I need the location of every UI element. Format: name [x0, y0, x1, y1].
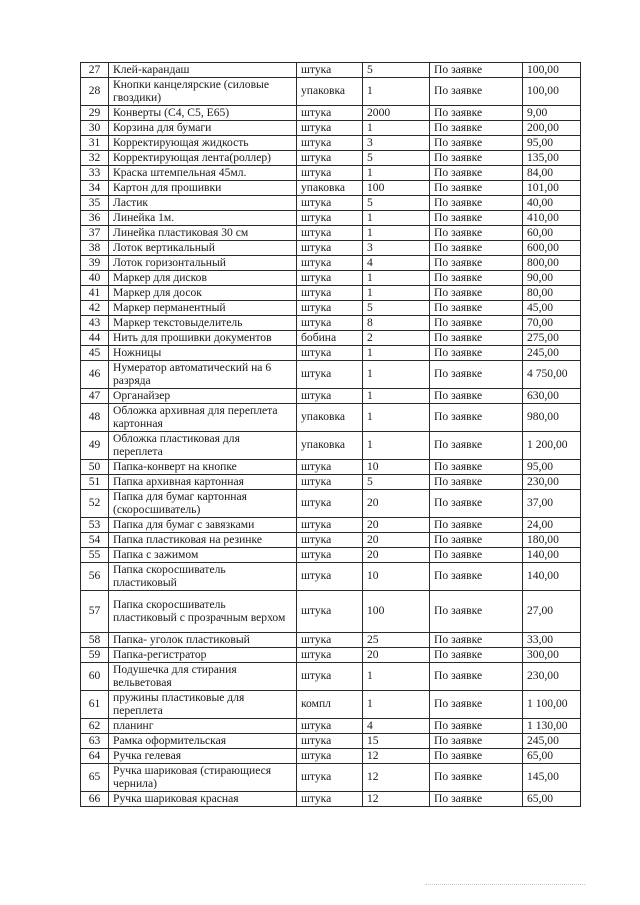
price-cell: 1 130,00	[523, 719, 581, 734]
table-row	[81, 106, 581, 121]
row-number-cell: 39	[81, 256, 109, 271]
price-cell: 630,00	[523, 389, 581, 404]
unit-cell: бобина	[297, 331, 363, 346]
item-name-cell: Линейка пластиковая 30 см	[109, 226, 297, 241]
quantity-cell: 1	[363, 286, 430, 301]
unit-cell: штука	[297, 151, 363, 166]
delivery-condition-cell: По заявке	[430, 136, 523, 151]
unit-cell: штука	[297, 121, 363, 136]
unit-cell: штука	[297, 211, 363, 226]
item-name-cell: Органайзер	[109, 389, 297, 404]
unit-cell: штука	[297, 490, 363, 518]
table-row	[81, 151, 581, 166]
table-row	[81, 518, 581, 533]
item-name-cell: Лоток горизонтальный	[109, 256, 297, 271]
price-cell: 40,00	[523, 196, 581, 211]
quantity-cell: 15	[363, 734, 430, 749]
quantity-cell: 1	[363, 121, 430, 136]
quantity-cell: 12	[363, 764, 430, 792]
price-cell: 65,00	[523, 749, 581, 764]
quantity-cell: 5	[363, 63, 430, 78]
row-number-cell: 64	[81, 749, 109, 764]
delivery-condition-cell: По заявке	[430, 734, 523, 749]
quantity-cell: 1	[363, 404, 430, 432]
price-cell: 145,00	[523, 764, 581, 792]
table-row	[81, 749, 581, 764]
delivery-condition-cell: По заявке	[430, 106, 523, 121]
row-number-cell: 27	[81, 63, 109, 78]
price-cell: 410,00	[523, 211, 581, 226]
unit-cell: упаковка	[297, 181, 363, 196]
item-name-cell: Маркер для дисков	[109, 271, 297, 286]
delivery-condition-cell: По заявке	[430, 256, 523, 271]
unit-cell: штука	[297, 361, 363, 389]
unit-cell: штука	[297, 764, 363, 792]
price-cell: 1 200,00	[523, 432, 581, 460]
quantity-cell: 20	[363, 490, 430, 518]
unit-cell: штука	[297, 226, 363, 241]
price-cell: 80,00	[523, 286, 581, 301]
price-cell: 45,00	[523, 301, 581, 316]
quantity-cell: 2	[363, 331, 430, 346]
footer-rule	[425, 884, 585, 885]
item-name-cell: Обложка архивная для переплета картонная	[109, 404, 297, 432]
price-cell: 95,00	[523, 460, 581, 475]
quantity-cell: 20	[363, 548, 430, 563]
delivery-condition-cell: По заявке	[430, 166, 523, 181]
item-name-cell: Маркер текстовыделитель	[109, 316, 297, 331]
delivery-condition-cell: По заявке	[430, 691, 523, 719]
price-cell: 37,00	[523, 490, 581, 518]
delivery-condition-cell: По заявке	[430, 151, 523, 166]
price-table-page	[80, 62, 580, 807]
table-row	[81, 719, 581, 734]
item-name-cell: Лоток вертикальный	[109, 241, 297, 256]
item-name-cell: Нить для прошивки документов	[109, 331, 297, 346]
delivery-condition-cell: По заявке	[430, 719, 523, 734]
quantity-cell: 1	[363, 389, 430, 404]
table-row	[81, 648, 581, 663]
table-row	[81, 271, 581, 286]
price-cell: 245,00	[523, 734, 581, 749]
row-number-cell: 28	[81, 78, 109, 106]
price-cell: 140,00	[523, 548, 581, 563]
row-number-cell: 59	[81, 648, 109, 663]
unit-cell: штука	[297, 301, 363, 316]
table-row	[81, 196, 581, 211]
row-number-cell: 38	[81, 241, 109, 256]
unit-cell: компл	[297, 691, 363, 719]
quantity-cell: 1	[363, 166, 430, 181]
item-name-cell: Линейка 1м.	[109, 211, 297, 226]
quantity-cell: 10	[363, 460, 430, 475]
table-row	[81, 256, 581, 271]
quantity-cell: 20	[363, 533, 430, 548]
price-cell: 180,00	[523, 533, 581, 548]
price-cell: 95,00	[523, 136, 581, 151]
row-number-cell: 43	[81, 316, 109, 331]
unit-cell: штука	[297, 734, 363, 749]
item-name-cell: Папка для бумаг с завязками	[109, 518, 297, 533]
row-number-cell: 56	[81, 563, 109, 591]
delivery-condition-cell: По заявке	[430, 749, 523, 764]
table-row	[81, 301, 581, 316]
row-number-cell: 52	[81, 490, 109, 518]
quantity-cell: 25	[363, 633, 430, 648]
quantity-cell: 5	[363, 475, 430, 490]
unit-cell: штука	[297, 286, 363, 301]
row-number-cell: 49	[81, 432, 109, 460]
quantity-cell: 1	[363, 78, 430, 106]
row-number-cell: 65	[81, 764, 109, 792]
unit-cell: штука	[297, 719, 363, 734]
quantity-cell: 12	[363, 749, 430, 764]
unit-cell: штука	[297, 749, 363, 764]
quantity-cell: 100	[363, 181, 430, 196]
item-name-cell: Подушечка для стирания вельветовая	[109, 663, 297, 691]
delivery-condition-cell: По заявке	[430, 301, 523, 316]
row-number-cell: 40	[81, 271, 109, 286]
delivery-condition-cell: По заявке	[430, 563, 523, 591]
delivery-condition-cell: По заявке	[430, 764, 523, 792]
price-cell: 1 100,00	[523, 691, 581, 719]
row-number-cell: 41	[81, 286, 109, 301]
row-number-cell: 45	[81, 346, 109, 361]
unit-cell: штука	[297, 460, 363, 475]
item-name-cell: Папка- уголок пластиковый	[109, 633, 297, 648]
item-name-cell: Корректирующая лента(роллер)	[109, 151, 297, 166]
price-cell: 33,00	[523, 633, 581, 648]
row-number-cell: 48	[81, 404, 109, 432]
table-row	[81, 475, 581, 490]
item-name-cell: Клей-карандаш	[109, 63, 297, 78]
unit-cell: штука	[297, 106, 363, 121]
quantity-cell: 1	[363, 211, 430, 226]
delivery-condition-cell: По заявке	[430, 648, 523, 663]
item-name-cell: Обложка пластиковая для переплета	[109, 432, 297, 460]
delivery-condition-cell: По заявке	[430, 460, 523, 475]
row-number-cell: 36	[81, 211, 109, 226]
delivery-condition-cell: По заявке	[430, 226, 523, 241]
unit-cell: упаковка	[297, 404, 363, 432]
unit-cell: упаковка	[297, 78, 363, 106]
unit-cell: штука	[297, 663, 363, 691]
table-row	[81, 691, 581, 719]
delivery-condition-cell: По заявке	[430, 78, 523, 106]
price-cell: 800,00	[523, 256, 581, 271]
unit-cell: штука	[297, 475, 363, 490]
price-cell: 70,00	[523, 316, 581, 331]
delivery-condition-cell: По заявке	[430, 271, 523, 286]
quantity-cell: 2000	[363, 106, 430, 121]
item-name-cell: Ручка гелевая	[109, 749, 297, 764]
price-table	[80, 62, 581, 807]
quantity-cell: 100	[363, 591, 430, 633]
price-cell: 84,00	[523, 166, 581, 181]
unit-cell: штука	[297, 136, 363, 151]
item-name-cell: Ножницы	[109, 346, 297, 361]
item-name-cell: Папка скоросшиватель пластиковый с прозрачным верхом	[109, 591, 297, 633]
row-number-cell: 47	[81, 389, 109, 404]
table-row	[81, 432, 581, 460]
delivery-condition-cell: По заявке	[430, 316, 523, 331]
unit-cell: штука	[297, 316, 363, 331]
table-row	[81, 121, 581, 136]
table-row	[81, 591, 581, 633]
item-name-cell: Краска штемпельная 45мл.	[109, 166, 297, 181]
row-number-cell: 34	[81, 181, 109, 196]
row-number-cell: 57	[81, 591, 109, 633]
price-cell: 600,00	[523, 241, 581, 256]
table-row	[81, 226, 581, 241]
table-row	[81, 663, 581, 691]
item-name-cell: Корректирующая жидкость	[109, 136, 297, 151]
table-row	[81, 633, 581, 648]
table-row	[81, 490, 581, 518]
table-row	[81, 241, 581, 256]
row-number-cell: 58	[81, 633, 109, 648]
table-row	[81, 181, 581, 196]
row-number-cell: 42	[81, 301, 109, 316]
table-row	[81, 346, 581, 361]
delivery-condition-cell: По заявке	[430, 404, 523, 432]
item-name-cell: Ручка шариковая красная	[109, 792, 297, 807]
row-number-cell: 31	[81, 136, 109, 151]
table-row	[81, 792, 581, 807]
quantity-cell: 10	[363, 563, 430, 591]
table-row	[81, 460, 581, 475]
delivery-condition-cell: По заявке	[430, 432, 523, 460]
price-cell: 980,00	[523, 404, 581, 432]
row-number-cell: 55	[81, 548, 109, 563]
quantity-cell: 5	[363, 301, 430, 316]
price-cell: 275,00	[523, 331, 581, 346]
item-name-cell: Ручка шариковая (стирающиеся чернила)	[109, 764, 297, 792]
price-cell: 90,00	[523, 271, 581, 286]
delivery-condition-cell: По заявке	[430, 533, 523, 548]
quantity-cell: 1	[363, 226, 430, 241]
price-table-body	[81, 63, 581, 807]
price-cell: 101,00	[523, 181, 581, 196]
item-name-cell: Папка-конверт на кнопке	[109, 460, 297, 475]
quantity-cell: 1	[363, 346, 430, 361]
delivery-condition-cell: По заявке	[430, 591, 523, 633]
item-name-cell: Нумератор автоматический на 6 разряда	[109, 361, 297, 389]
row-number-cell: 29	[81, 106, 109, 121]
row-number-cell: 35	[81, 196, 109, 211]
price-cell: 100,00	[523, 63, 581, 78]
item-name-cell: Корзина для бумаги	[109, 121, 297, 136]
quantity-cell: 1	[363, 432, 430, 460]
table-row	[81, 316, 581, 331]
row-number-cell: 66	[81, 792, 109, 807]
table-row	[81, 389, 581, 404]
unit-cell: штука	[297, 63, 363, 78]
quantity-cell: 1	[363, 271, 430, 286]
quantity-cell: 1	[363, 663, 430, 691]
quantity-cell: 3	[363, 241, 430, 256]
row-number-cell: 63	[81, 734, 109, 749]
unit-cell: штука	[297, 241, 363, 256]
delivery-condition-cell: По заявке	[430, 211, 523, 226]
table-row	[81, 533, 581, 548]
delivery-condition-cell: По заявке	[430, 792, 523, 807]
price-cell: 27,00	[523, 591, 581, 633]
delivery-condition-cell: По заявке	[430, 361, 523, 389]
unit-cell: штука	[297, 271, 363, 286]
item-name-cell: Папка с зажимом	[109, 548, 297, 563]
price-cell: 300,00	[523, 648, 581, 663]
quantity-cell: 5	[363, 196, 430, 211]
unit-cell: штука	[297, 389, 363, 404]
item-name-cell: Папка скоросшиватель пластиковый	[109, 563, 297, 591]
delivery-condition-cell: По заявке	[430, 389, 523, 404]
unit-cell: упаковка	[297, 432, 363, 460]
table-row	[81, 764, 581, 792]
quantity-cell: 4	[363, 256, 430, 271]
price-cell: 135,00	[523, 151, 581, 166]
price-cell: 65,00	[523, 792, 581, 807]
price-cell: 24,00	[523, 518, 581, 533]
row-number-cell: 53	[81, 518, 109, 533]
unit-cell: штука	[297, 563, 363, 591]
delivery-condition-cell: По заявке	[430, 196, 523, 211]
row-number-cell: 37	[81, 226, 109, 241]
delivery-condition-cell: По заявке	[430, 475, 523, 490]
unit-cell: штука	[297, 533, 363, 548]
unit-cell: штука	[297, 346, 363, 361]
delivery-condition-cell: По заявке	[430, 286, 523, 301]
item-name-cell: Конверты (С4, С5, Е65)	[109, 106, 297, 121]
unit-cell: штука	[297, 792, 363, 807]
row-number-cell: 32	[81, 151, 109, 166]
quantity-cell: 1	[363, 691, 430, 719]
delivery-condition-cell: По заявке	[430, 121, 523, 136]
row-number-cell: 60	[81, 663, 109, 691]
table-row	[81, 548, 581, 563]
quantity-cell: 20	[363, 648, 430, 663]
table-row	[81, 404, 581, 432]
item-name-cell: Папка пластиковая на резинке	[109, 533, 297, 548]
unit-cell: штука	[297, 633, 363, 648]
quantity-cell: 3	[363, 136, 430, 151]
price-cell: 100,00	[523, 78, 581, 106]
delivery-condition-cell: По заявке	[430, 346, 523, 361]
price-cell: 230,00	[523, 663, 581, 691]
delivery-condition-cell: По заявке	[430, 63, 523, 78]
table-row	[81, 331, 581, 346]
row-number-cell: 44	[81, 331, 109, 346]
unit-cell: штука	[297, 166, 363, 181]
row-number-cell: 50	[81, 460, 109, 475]
item-name-cell: Папка архивная картонная	[109, 475, 297, 490]
row-number-cell: 54	[81, 533, 109, 548]
price-cell: 60,00	[523, 226, 581, 241]
price-cell: 245,00	[523, 346, 581, 361]
row-number-cell: 46	[81, 361, 109, 389]
item-name-cell: планинг	[109, 719, 297, 734]
table-row	[81, 166, 581, 181]
unit-cell: штука	[297, 256, 363, 271]
price-cell: 230,00	[523, 475, 581, 490]
row-number-cell: 61	[81, 691, 109, 719]
price-cell: 4 750,00	[523, 361, 581, 389]
table-row	[81, 563, 581, 591]
delivery-condition-cell: По заявке	[430, 518, 523, 533]
unit-cell: штука	[297, 648, 363, 663]
table-row	[81, 361, 581, 389]
row-number-cell: 51	[81, 475, 109, 490]
delivery-condition-cell: По заявке	[430, 663, 523, 691]
table-row	[81, 63, 581, 78]
item-name-cell: Кнопки канцелярские (силовые гвоздики)	[109, 78, 297, 106]
quantity-cell: 5	[363, 151, 430, 166]
delivery-condition-cell: По заявке	[430, 548, 523, 563]
item-name-cell: Папка-регистратор	[109, 648, 297, 663]
row-number-cell: 33	[81, 166, 109, 181]
unit-cell: штука	[297, 518, 363, 533]
item-name-cell: Папка для бумаг картонная (скоросшиватель)	[109, 490, 297, 518]
quantity-cell: 8	[363, 316, 430, 331]
unit-cell: штука	[297, 196, 363, 211]
price-cell: 9,00	[523, 106, 581, 121]
item-name-cell: Маркер перманентный	[109, 301, 297, 316]
quantity-cell: 20	[363, 518, 430, 533]
quantity-cell: 4	[363, 719, 430, 734]
delivery-condition-cell: По заявке	[430, 633, 523, 648]
row-number-cell: 62	[81, 719, 109, 734]
delivery-condition-cell: По заявке	[430, 331, 523, 346]
quantity-cell: 1	[363, 361, 430, 389]
delivery-condition-cell: По заявке	[430, 181, 523, 196]
table-row	[81, 211, 581, 226]
table-row	[81, 136, 581, 151]
unit-cell: штука	[297, 591, 363, 633]
table-row	[81, 286, 581, 301]
item-name-cell: Картон для прошивки	[109, 181, 297, 196]
item-name-cell: пружины пластиковые для переплета	[109, 691, 297, 719]
table-row	[81, 78, 581, 106]
price-cell: 140,00	[523, 563, 581, 591]
item-name-cell: Маркер для досок	[109, 286, 297, 301]
item-name-cell: Рамка оформительская	[109, 734, 297, 749]
table-row	[81, 734, 581, 749]
unit-cell: штука	[297, 548, 363, 563]
price-cell: 200,00	[523, 121, 581, 136]
delivery-condition-cell: По заявке	[430, 490, 523, 518]
quantity-cell: 12	[363, 792, 430, 807]
item-name-cell: Ластик	[109, 196, 297, 211]
delivery-condition-cell: По заявке	[430, 241, 523, 256]
row-number-cell: 30	[81, 121, 109, 136]
